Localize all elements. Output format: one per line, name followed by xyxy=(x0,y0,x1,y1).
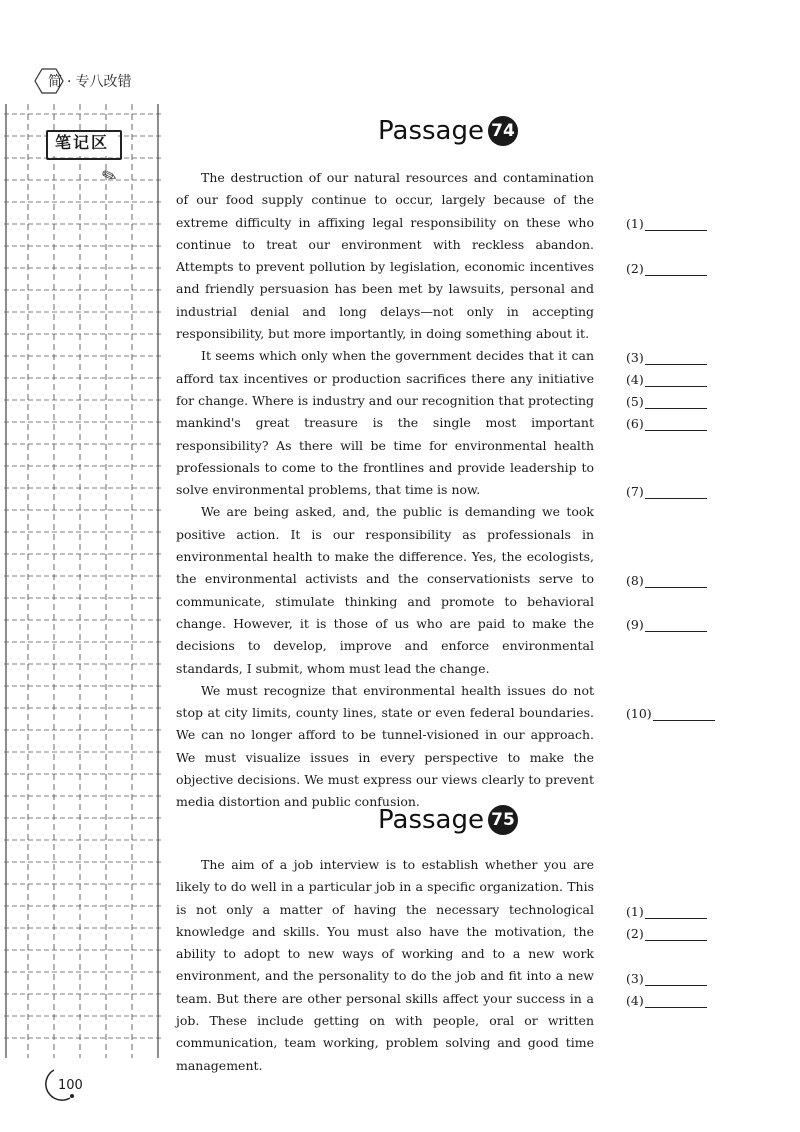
passage-74-paragraph: We are being asked, and, the public is demanding we took positive action. It is our responsibility as professionals in environmental health to make the difference. Yes, the ecologists, the environmental activists and the conservationists serve to communicate, stimulate thinking and promote to behavioral change. However, it is those of us who are paid to make the decisions to develop, improve and enforce environmental standards, I submit, whom must lead the change. xyxy=(176,504,594,676)
answer-blank[interactable] xyxy=(626,413,707,431)
answer-blank[interactable] xyxy=(626,347,707,365)
passage-74-paragraph: The destruction of our natural resources and contamination of our food supply continue to occur, largely because of the extreme difficulty in affixing legal responsibility on these who continue to treat our environment with reckless abandon. Attempts to prevent pollution by legislation, economic incentives and friendly persuasion has been met by lawsuits, personal and industrial denial and long delays—not only in accepting responsibility, but more importantly, in doing something about it. xyxy=(176,170,594,342)
blank-line[interactable] xyxy=(645,418,707,431)
passage-74-number-badge: 74 xyxy=(488,116,518,146)
answer-blank[interactable] xyxy=(626,901,707,919)
blank-number: (1) xyxy=(626,216,644,231)
answer-blank[interactable] xyxy=(626,258,707,276)
passage-75-title-text: Passage xyxy=(378,805,484,835)
notes-area xyxy=(4,104,162,1058)
blank-line[interactable] xyxy=(645,973,707,986)
blank-line[interactable] xyxy=(645,352,707,365)
passage-75-title xyxy=(378,805,518,835)
notes-title-frame xyxy=(46,130,122,160)
blank-number: (2) xyxy=(626,261,644,276)
passage-74-paragraph: It seems which only when the government decides that it can afford tax incentives or production sacrifices there any initiative for change. Where is industry and our recognition that protecting mankind's great treasure is the single most important responsibility? As there will be time for environmental health professionals to come to the frontlines and provide leadership to solve environmental problems, that time is now. xyxy=(176,348,594,498)
page-number xyxy=(36,1068,83,1102)
blank-line[interactable] xyxy=(645,374,707,387)
answer-blank[interactable] xyxy=(626,369,707,387)
blank-number: (5) xyxy=(626,394,644,409)
blank-line[interactable] xyxy=(645,263,707,276)
blank-line[interactable] xyxy=(645,619,707,632)
answer-blank[interactable] xyxy=(626,968,707,986)
blank-line[interactable] xyxy=(645,906,707,919)
blank-number: (8) xyxy=(626,573,644,588)
header-label xyxy=(34,68,139,94)
blank-number: (1) xyxy=(626,904,644,919)
passage-74-title xyxy=(378,116,518,146)
passage-74-body xyxy=(176,167,594,814)
page-number-text: 100 xyxy=(58,1078,83,1093)
notes-title: 笔记区 xyxy=(46,130,118,156)
pencil-icon: ✎ xyxy=(98,164,121,189)
passage-75-paragraph: The aim of a job interview is to establish whether you are likely to do well in a particular job in a specific organization. This is not only a matter of having the necessary technological knowledge and skills. You must also have the motivation, the ability to adopt to new ways of working and to a new work environment, and the personality to do the job and fit into a new team. But there are other personal skills affect your success in a job. These include getting on with people, oral or written communication, team working, problem solving and good time management. xyxy=(176,857,594,1073)
blank-number: (6) xyxy=(626,416,644,431)
blank-line[interactable] xyxy=(645,486,707,499)
header-main-char: 简 xyxy=(48,74,63,90)
passage-75-number-badge: 75 xyxy=(488,805,518,835)
blank-line[interactable] xyxy=(645,396,707,409)
passage-74-paragraph: We must recognize that environmental health issues do not stop at city limits, county lines, state or even federal boundaries. We can no longer afford to be tunnel-visioned in our approach. We must visualize issues in every perspective to make the objective decisions. We must express our views clearly to prevent media distortion and public confusion. xyxy=(176,682,594,810)
blank-number: (4) xyxy=(626,993,644,1008)
answer-blank[interactable] xyxy=(626,213,707,231)
answer-blank[interactable] xyxy=(626,391,707,409)
answer-blank[interactable] xyxy=(626,481,707,499)
blank-line[interactable] xyxy=(645,928,707,941)
header-sub: 专八改错 xyxy=(75,74,132,90)
blank-line[interactable] xyxy=(653,708,715,721)
blank-number: (7) xyxy=(626,484,644,499)
passage-74-title-text: Passage xyxy=(378,116,484,146)
blank-number: (3) xyxy=(626,350,644,365)
blank-line[interactable] xyxy=(645,218,707,231)
blank-line[interactable] xyxy=(645,995,707,1008)
blank-line[interactable] xyxy=(645,575,707,588)
notes-grid xyxy=(4,104,162,1058)
answer-blank[interactable] xyxy=(626,703,715,721)
header-separator: · xyxy=(67,74,72,90)
section-header xyxy=(34,66,139,96)
blank-number: (3) xyxy=(626,971,644,986)
answer-blank[interactable] xyxy=(626,570,707,588)
answer-blank[interactable] xyxy=(626,923,707,941)
passage-75-body xyxy=(176,854,594,1077)
blank-number: (4) xyxy=(626,372,644,387)
blank-number: (10) xyxy=(626,706,652,721)
answer-blank[interactable] xyxy=(626,990,707,1008)
blank-number: (9) xyxy=(626,617,644,632)
blank-number: (2) xyxy=(626,926,644,941)
answer-blank[interactable] xyxy=(626,614,707,632)
